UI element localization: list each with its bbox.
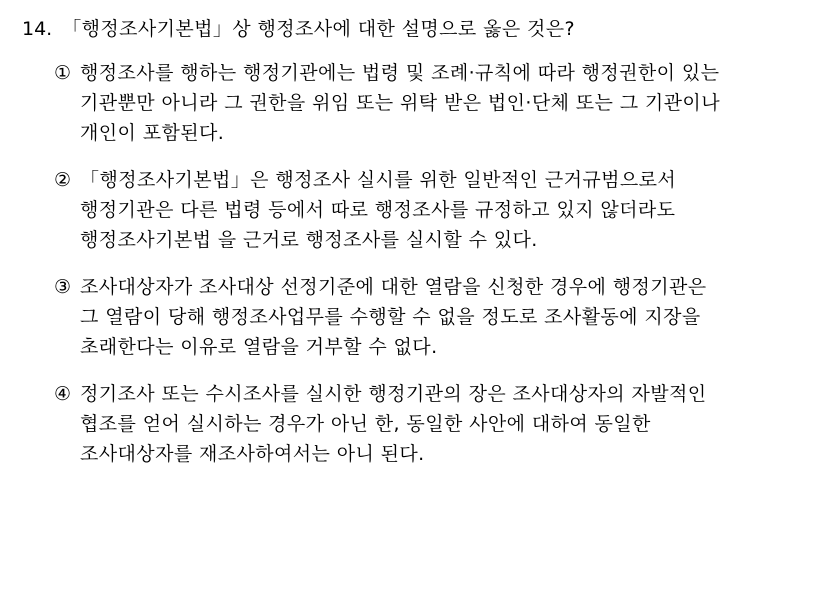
choice-option-3[interactable] bbox=[54, 272, 796, 362]
choice-text-4: 정기조사 또는 수시조사를 실시한 행정기관의 장은 조사대상자의 자발적인 협조를 얻어 실시하는 경우가 아닌 한, 동일한 사안에 대하여 동일한 조사대상자를 재조사하여서는 아니 된다. bbox=[80, 383, 707, 465]
choice-option-1[interactable] bbox=[54, 58, 796, 148]
choice-marker-2: ② bbox=[54, 169, 72, 191]
choice-marker-3: ③ bbox=[54, 276, 72, 298]
choice-text-1: 행정조사를 행하는 행정기관에는 법령 및 조례·규칙에 따라 행정권한이 있는 기관뿐만 아니라 그 권한을 위임 또는 위탁 받은 법인·단체 또는 그 기관이나 개인이 포함된다. bbox=[80, 62, 720, 144]
choice-marker-1: ① bbox=[54, 62, 72, 84]
choice-text-2: 「행정조사기본법」은 행정조사 실시를 위한 일반적인 근거규범으로서 행정기관은 다른 법령 등에서 따로 행정조사를 규정하고 있지 않더라도 행정조사기본법 을 근거로 행정조사를 실시할 수 있다. bbox=[80, 169, 677, 251]
choice-marker-4: ④ bbox=[54, 383, 72, 405]
question-block bbox=[22, 14, 796, 44]
choice-text-3: 조사대상자가 조사대상 선정기준에 대한 열람을 신청한 경우에 행정기관은 그 열람이 당해 행정조사업무를 수행할 수 없을 정도로 조사활동에 지장을 초래한다는 이유로 열람을 거부할 수 없다. bbox=[80, 276, 707, 358]
question-text: 「행정조사기본법」상 행정조사에 대한 설명으로 옳은 것은? bbox=[62, 18, 576, 40]
question-number: 14. bbox=[22, 18, 53, 40]
choice-option-2[interactable] bbox=[54, 165, 796, 255]
choice-option-4[interactable] bbox=[54, 379, 796, 469]
choice-list bbox=[22, 58, 796, 469]
